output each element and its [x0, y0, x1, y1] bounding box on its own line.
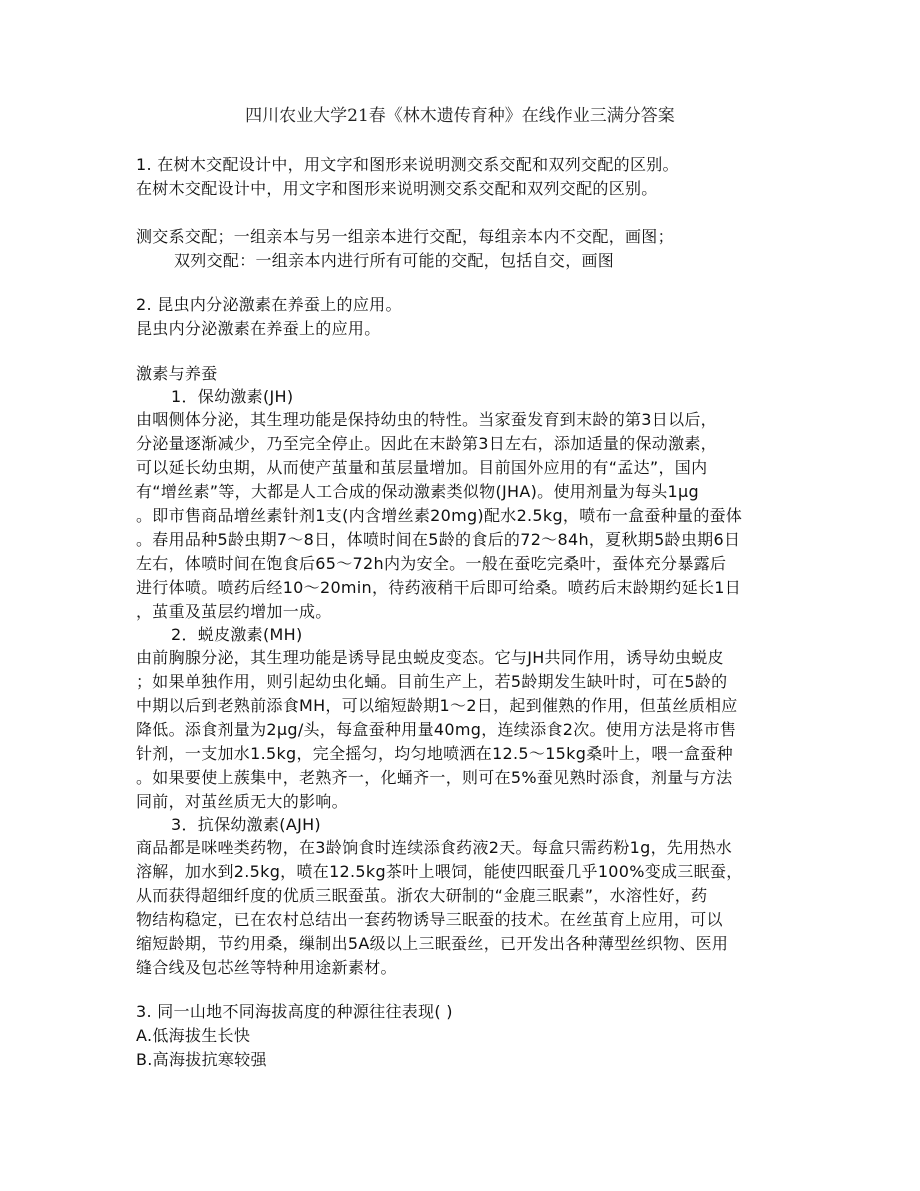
- mh-heading: 2．蜕皮激素(MH): [171, 625, 303, 644]
- jh-line: ，茧重及茧层约增加一成。: [136, 602, 332, 621]
- ajh-line: 缝合线及包芯丝等特种用途新素材。: [136, 958, 397, 977]
- ajh-heading: 3．抗保幼激素(AJH): [171, 815, 321, 834]
- jh-line: 左右，体喷时间在饱食后65～72h内为安全。一般在蚕吃完桑叶，蚕体充分暴露后: [136, 554, 727, 573]
- ajh-line: 缩短龄期，节约用桑，缫制出5A级以上三眠蚕丝，已开发出各种薄型丝织物、医用: [136, 934, 729, 953]
- mh-line: 由前胸腺分泌，其生理功能是诱导昆虫蜕皮变态。它与JH共同作用，诱导幼虫蜕皮: [136, 648, 724, 667]
- mh-line: 同前，对茧丝质无大的影响。: [136, 792, 348, 811]
- q3-question: 3. 同一山地不同海拔高度的种源往往表现( ): [136, 1002, 453, 1021]
- ajh-line: 从而获得超细纤度的优质三眠蚕茧。浙农大研制的“金鹿三眠素”，水溶性好，药: [136, 886, 708, 905]
- q2-question: 2. 昆虫内分泌激素在养蚕上的应用。: [136, 295, 402, 314]
- jh-line: 可以延长幼虫期，从而使产茧量和茧层量增加。目前国外应用的有“孟达”，国内: [136, 458, 708, 477]
- jh-line: 由咽侧体分泌，其生理功能是保持幼虫的特性。当家蚕发育到末龄的第3日以后，: [136, 410, 717, 429]
- jh-line: 。春用品种5龄虫期7～8日，体喷时间在5龄的食后的72～84h，夏秋期5龄虫期6日: [136, 530, 741, 549]
- jh-line: 有“增丝素”等，大都是人工合成的保动激素类似物(JHA)。使用剂量为每头1μg: [136, 482, 699, 501]
- mh-line: 。如果要使上蔟集中，老熟齐一，化蛹齐一，则可在5%蚕见熟时添食，剂量与方法: [136, 768, 733, 787]
- jh-line: 分泌量逐渐减少，乃至完全停止。因此在末龄第3日左右，添加适量的保动激素，: [136, 434, 717, 453]
- q1-restated: 在树木交配设计中，用文字和图形来说明测交系交配和双列交配的区别。: [136, 179, 658, 198]
- q1-answer-line: 测交系交配；一组亲本与另一组亲本进行交配，每组亲本内不交配，画图；: [136, 227, 674, 246]
- ajh-line: 溶解，加水到2.5kg，喷在12.5kg茶叶上喂饲，能使四眠蚕几乎100%变成三眠蚕，: [136, 862, 743, 881]
- q2-restated: 昆虫内分泌激素在养蚕上的应用。: [136, 319, 381, 338]
- q3-option-b: B.高海拔抗寒较强: [136, 1050, 267, 1069]
- q2-heading: 激素与养蚕: [136, 364, 218, 383]
- q3-option-a: A.低海拔生长快: [136, 1026, 251, 1045]
- mh-line: 针剂，一支加水1.5kg，完全摇匀，均匀地喷洒在12.5～15kg桑叶上，喂一盒蚕种: [136, 744, 733, 763]
- document-title: 四川农业大学21春《林木遗传育种》在线作业三满分答案: [245, 106, 675, 126]
- mh-line: 中期以后到老熟前添食MH，可以缩短龄期1～2日，起到催熟的作用，但茧丝质相应: [136, 696, 738, 715]
- jh-line: 进行体喷。喷药后经10～20min，待药液稍干后即可给桑。喷药后末龄期约延长1日: [136, 578, 742, 597]
- jh-line: 。即市售商品增丝素针剂1支(内含增丝素20mg)配水2.5kg，喷布一盒蚕种量的蚕体: [136, 506, 743, 525]
- mh-line: 降低。添食剂量为2μg/头，每盒蚕种用量40mg，连续添食2次。使用方法是将市售: [136, 720, 737, 739]
- q1-answer-line: 双列交配：一组亲本内进行所有可能的交配，包括自交，画图: [174, 251, 615, 270]
- ajh-line: 商品都是咪唑类药物，在3龄饷食时连续添食药液2天。每盒只需药粉1g，先用热水: [136, 838, 733, 857]
- ajh-line: 物结构稳定，已在农村总结出一套药物诱导三眠蚕的技术。在丝茧育上应用，可以: [136, 910, 723, 929]
- mh-line: ；如果单独作用，则引起幼虫化蛹。目前生产上，若5龄期发生缺叶时，可在5龄的: [136, 672, 728, 691]
- q1-question: 1. 在树木交配设计中，用文字和图形来说明测交系交配和双列交配的区别。: [136, 155, 679, 174]
- jh-heading: 1．保幼激素(JH): [171, 387, 294, 406]
